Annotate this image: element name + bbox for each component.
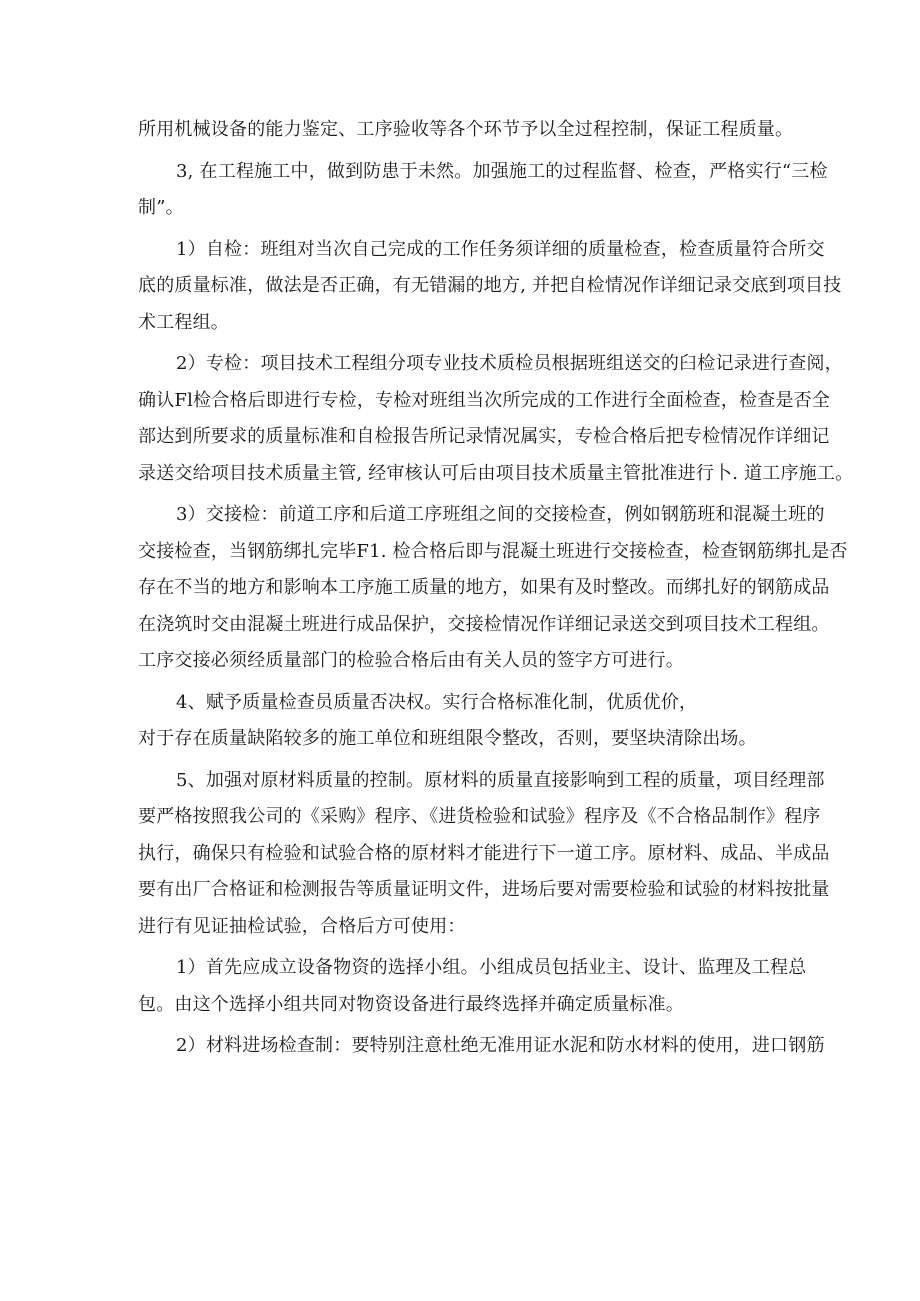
- text-line: 所用机械设备的能力鉴定、工序验收等各个环节予以全过程控制，保证工程质量。: [138, 119, 794, 140]
- text-line: 1）自检：班组对当次自己完成的工作任务须详细的质量检查，检查质量符合所交: [176, 238, 825, 260]
- text-line: 交接检查，当钢筋绑扎完毕F1. 检合格后即与混凝土班进行交接检查，检查钢筋绑扎是否: [138, 540, 848, 562]
- paragraph-0: [138, 112, 853, 149]
- text-line: 4、赋予质量检查员质量否决权。实行合格标准化制，优质优价，: [176, 691, 698, 713]
- text-line: 3, 在工程施工中，做到防患于未然。加强施工的过程监督、检查，严格实行“三检: [176, 160, 828, 182]
- paragraph-1: [138, 154, 853, 227]
- text-line: 2）专检：项目技术工程组分项专业技术质检员根据班组送交的臼检记录进行查阅，: [176, 353, 843, 374]
- text-line: 2）材料进场检查制：要特别注意杜绝无准用证水泥和防水材料的使用，进口钢筋: [176, 1035, 825, 1056]
- text-line: 确认Fl检合格后即进行专检，专检对班组当次所完成的工作进行全面检查，检查是否全: [138, 389, 831, 411]
- paragraph-5: [138, 685, 853, 758]
- paragraph-4: [138, 497, 853, 680]
- text-line: 部达到所要求的质量标准和自检报告所记录情况属实，专检合格后把专检情况作详细记: [138, 426, 830, 447]
- paragraph-7: [138, 950, 853, 1023]
- text-line: 对于存在质量缺陷较多的施工单位和班组限令整改，否则，要坚块清除出场。: [138, 728, 757, 749]
- text-line: 工序交接必须经质量部门的检验合格后由有关人员的签字方可进行。: [138, 650, 684, 671]
- text-line: 术工程组。: [138, 311, 229, 333]
- paragraph-8: [138, 1028, 853, 1065]
- text-line: 要严格按照我公司的《采购》程序、《进货检验和试验》程序及《不合格品制作》程序: [138, 806, 821, 827]
- paragraph-2: [138, 232, 853, 342]
- document-body: [138, 112, 853, 1065]
- text-line: 在浇筑时交由混凝土班进行成品保护，交接检情况作详细记录送交到项目技术工程组。: [138, 613, 830, 635]
- text-line: 3）交接检：前道工序和后道工序班组之间的交接检查，例如钢筋班和混凝土班的: [176, 504, 825, 525]
- text-line: 录送交给项目技术质量主管, 经审核认可后由项目技术质量主管批准进行卜. 道工序施工。: [138, 462, 854, 484]
- text-line: 要有出厂合格证和检测报告等质量证明文件，进场后要对需要检验和试验的材料按批量: [138, 879, 830, 900]
- text-line: 进行有见证抽检试验，合格后方可使用：: [138, 915, 466, 937]
- text-line: 包。由这个选择小组共同对物资设备进行最终选择并确定质量标准。: [138, 993, 684, 1015]
- text-line: 5、加强对原材料质量的控制。原材料的质量直接影响到工程的质量，项目经理部: [176, 769, 825, 791]
- text-line: 制”。: [138, 197, 184, 218]
- text-line: 1）首先应成立设备物资的选择小组。小组成员包括业主、设计、监理及工程总: [176, 957, 807, 978]
- text-line: 存在不当的地方和影响本工序施工质量的地方，如果有及时整改。而绑扎好的钢筋成品: [138, 577, 830, 598]
- paragraph-3: [138, 346, 853, 492]
- paragraph-6: [138, 763, 853, 946]
- text-line: 底的质量标准，做法是否正确，有无错漏的地方, 并把自检情况作详细记录交底到项目技: [138, 275, 842, 296]
- text-line: 执行，确保只有检验和试验合格的原材料才能进行下一道工序。原材料、成品、半成品: [138, 842, 830, 864]
